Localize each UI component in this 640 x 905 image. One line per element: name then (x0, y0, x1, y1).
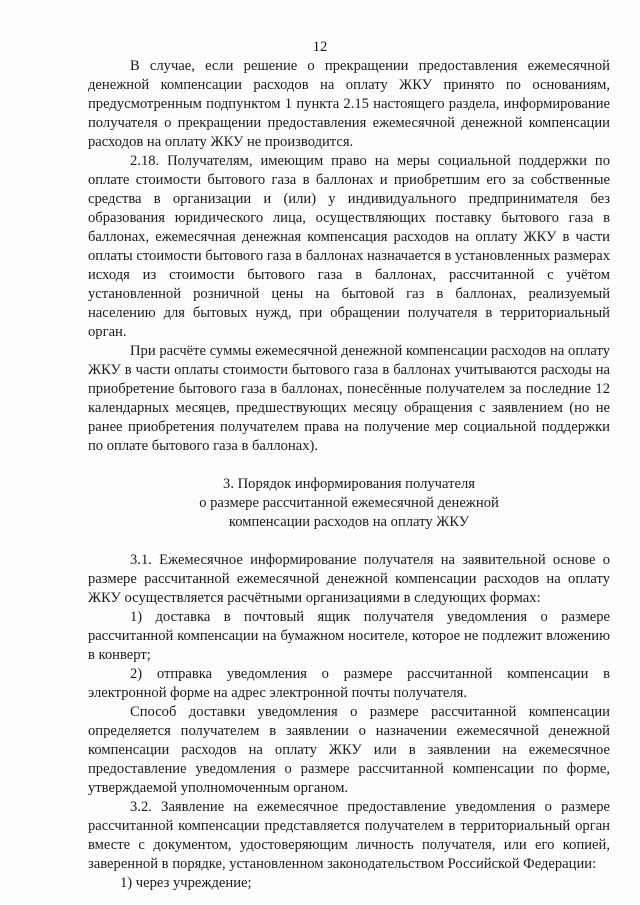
paragraph-gas-calculation: При расчёте суммы ежемесячной денежной компенсации расходов на оплату ЖКУ в части оплаты стоимости бытового газа в баллонах учитываются расходы на приобретение бытового газа в баллонах, понесённые получателем за последние 12 календарных месяцев, предшествующих месяцу обращения с заявлением (но не ранее приобретения получателем права на получение мер социальной поддержки по оплате бытового газа в баллонах). (88, 343, 610, 454)
paragraph-3-1: 3.1. Ежемесячное информирование получателя на заявительной основе о размере рассчитанной ежемесячной денежной компенсации расходов на оплату ЖКУ осуществляется расчётными организациями в следующих формах: (88, 552, 610, 606)
paragraph-3-2: 3.2. Заявление на ежемесячное предоставление уведомления о размере рассчитанной компенсации представляется получателем в территориальный орган вместе с документом, удостоверяющим личность получателя, или его копией, заверенной в порядке, установленном законодательством Российской Федерации: (88, 799, 610, 872)
list-item-institution: 1) через учреждение; (120, 875, 252, 891)
list-item-email: 2) отправка уведомления о размере рассчитанной компенсации в электронной форме на адрес электронной почты получателя. (88, 666, 610, 701)
section-heading-line: о размере рассчитанной ежемесячной денежной (199, 495, 499, 511)
section-heading-line: компенсации расходов на оплату ЖКУ (228, 514, 470, 530)
section-heading (88, 475, 610, 532)
paragraph-2-18: 2.18. Получателям, имеющим право на меры социальной поддержки по оплате стоимости бытового газа в баллонах и приобретшим его за собственные средства в организации и (или) у индивидуального предпринимателя без образования юридического лица, осуществляющих поставку бытового газа в баллонах, ежемесячная денежная компенсация расходов на оплату ЖКУ в части оплаты стоимости бытового газа в баллонах назначается в установленных размерах исходя из стоимости бытового газа в баллонах, рассчитанной с учётом установленной розничной цены на бытовой газ в баллонах, реализуемый населению для бытовых нужд, при обращении получателя в территориальный орган. (88, 153, 610, 340)
paragraph-termination-notice: В случае, если решение о прекращении предоставления ежемесячной денежной компенсации расходов на оплату ЖКУ принято по основаниям, предусмотренным подпунктом 1 пункта 2.15 настоящего раздела, информирование получателя о прекращении предоставления ежемесячной денежной компенсации расходов на оплату ЖКУ не производится. (88, 58, 610, 150)
spacer (88, 532, 610, 551)
page-number: 12 (312, 39, 328, 55)
document-body (88, 57, 610, 893)
spacer (88, 456, 610, 475)
paragraph-delivery-method: Способ доставки уведомления о размере рассчитанной компенсации определяется получателем в заявлении о назначении ежемесячной денежной компенсации расходов на оплату ЖКУ или в заявлении на ежемесячное предоставление уведомления о размере рассчитанной компенсации по форме, утверждаемой уполномоченным органом. (88, 704, 610, 796)
section-heading-line: 3. Порядок информирования получателя (223, 476, 475, 492)
list-item-mailbox: 1) доставка в почтовый ящик получателя уведомления о размере рассчитанной компенсации на бумажном носителе, которое не подлежит вложению в конверт; (88, 609, 610, 663)
